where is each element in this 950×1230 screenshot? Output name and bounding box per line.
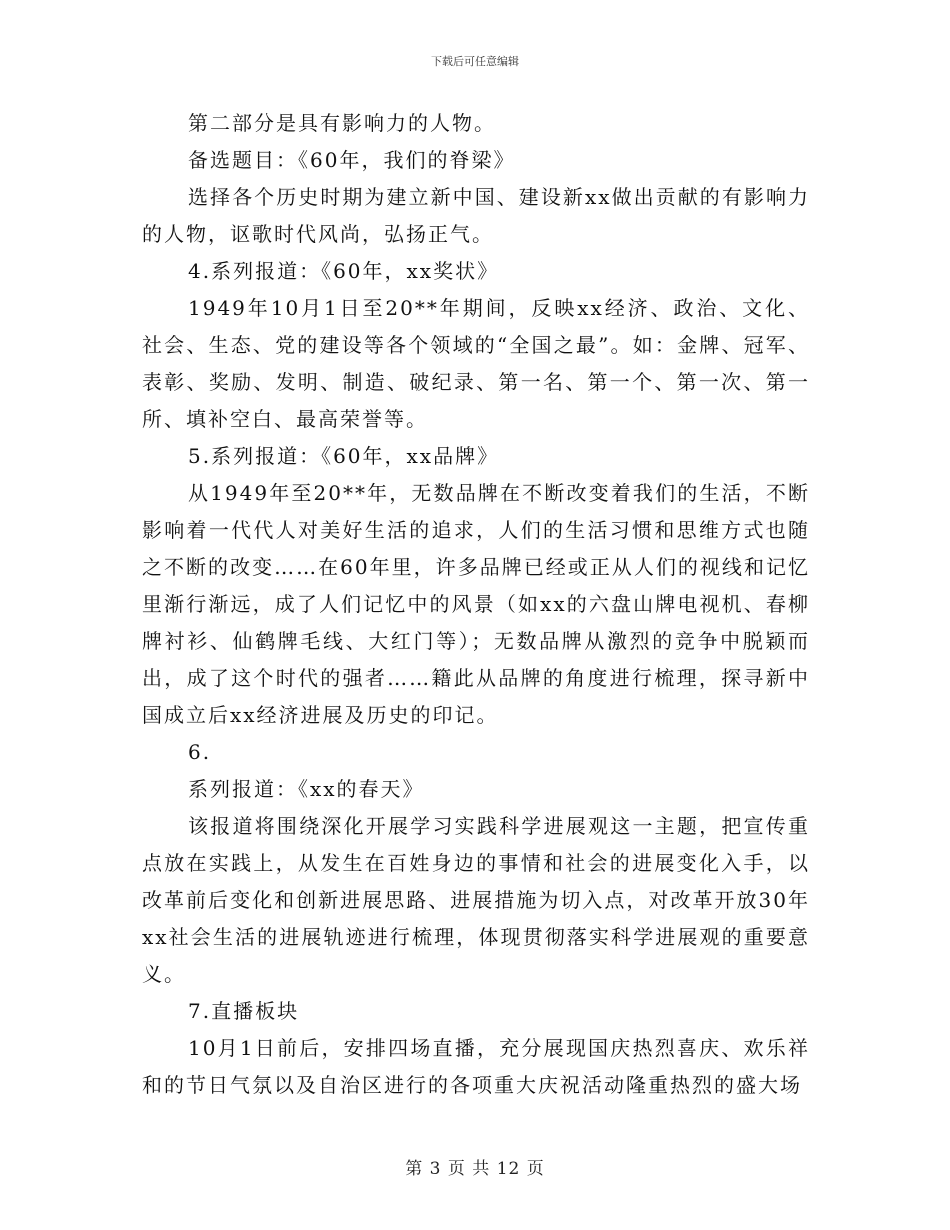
paragraph: 从1949年至20**年，无数品牌在不断改变着我们的生活，不断影响着一代代人对美好生活的追求，人们的生活习惯和思维方式也随之不断的改变……在60年里，许多品牌已经或正从人们的视线和记忆里渐行渐远，成了人们记忆中的风景（如xx的六盘山牌电视机、春柳牌衬衫、仙鹤牌毛线、大红门等）；无数品牌从激烈的竞争中脱颖而出，成了这个时代的强者……籍此从品牌的角度进行梳理，探寻新中国成立后xx经济进展及历史的印记。 [142,481,810,727]
paragraph: 选择各个历史时期为建立新中国、建设新xx做出贡献的有影响力的人物，讴歌时代风尚，弘扬正气。 [142,185,810,246]
paragraph: 1949年10月1日至20**年期间，反映xx经济、政治、文化、社会、生态、党的建设等各个领域的“全国之最”。如：金牌、冠军、表彰、奖励、发明、制造、破纪录、第一名、第一个、第一次、第一所、填补空白、最高荣誉等。 [142,296,810,431]
paragraph: 备选题目：《60年，我们的脊梁》 [188,148,516,172]
paragraph: 该报道将围绕深化开展学习实践科学进展观这一主题，把宣传重点放在实践上，从发生在百姓身边的事情和社会的进展变化入手，以改革前后变化和创新进展思路、进展措施为切入点，对改革开放30年xx社会生活的进展轨迹进行梳理，体现贯彻落实科学进展观的重要意义。 [142,814,810,986]
section-heading: 4.系列报道：《60年，xx奖状》 [188,259,500,283]
page-header: 下载后可任意编辑 [431,55,519,68]
paragraph: 第二部分是具有影响力的人物。 [188,111,496,135]
paragraph: 10月1日前后，安排四场直播，充分展现国庆热烈喜庆、欢乐祥和的节日气氛以及自治区进行的各项重大庆祝活动隆重热烈的盛大场 [142,1036,810,1097]
section-heading: 7.直播板块 [188,999,300,1023]
section-heading: 系列报道：《xx的春天》 [188,777,425,801]
page-footer: 第 3 页 共 12 页 [405,1159,545,1179]
document-body [142,105,810,1104]
section-heading: 5.系列报道：《60年，xx品牌》 [188,444,500,468]
section-number: 6. [188,740,212,764]
